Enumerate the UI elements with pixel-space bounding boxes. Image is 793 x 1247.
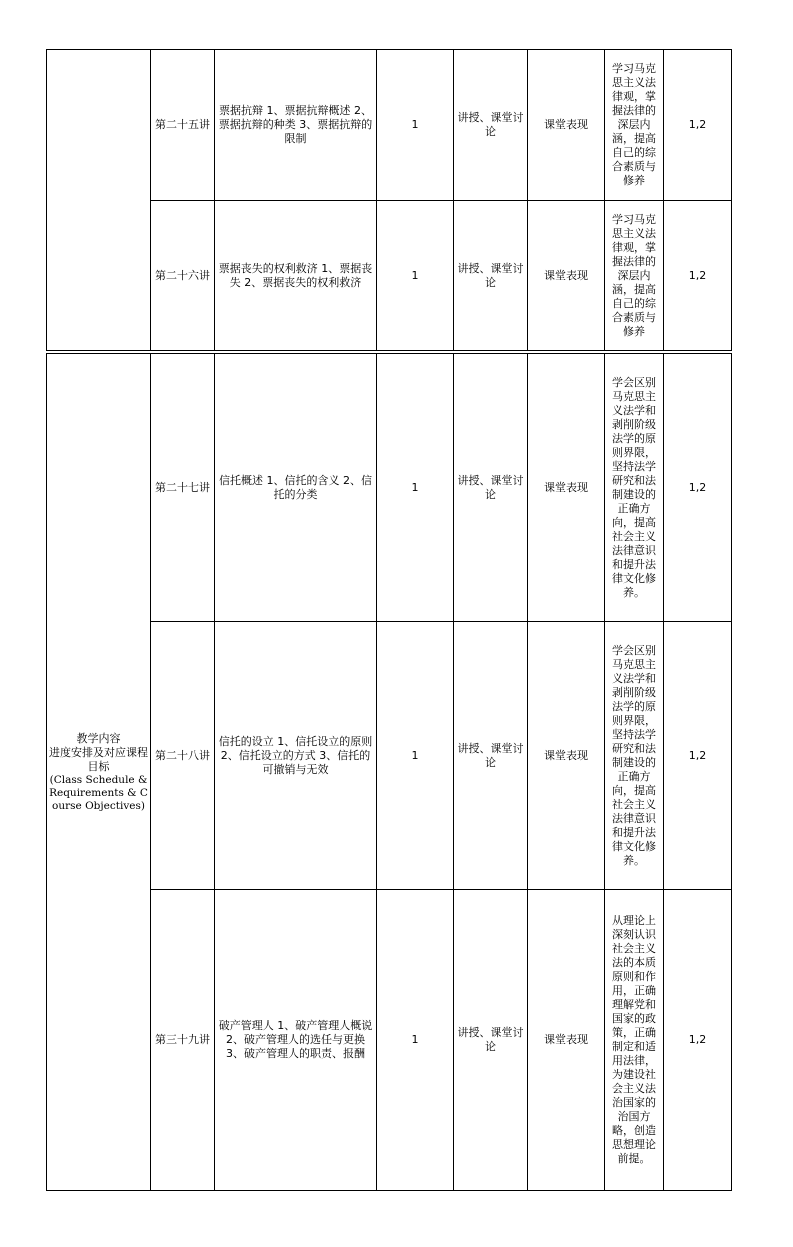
lecture-number: 第二十七讲	[151, 354, 215, 622]
lecture-number: 第二十六讲	[151, 201, 215, 351]
lecture-number: 第二十八讲	[151, 622, 215, 890]
ideology-element: 学会区别马克思主义法学和剥削阶级法学的原则界限，坚持法学研究和法制建设的正确方向，提高社会主义法律意识和提升法律文化修养。	[605, 354, 664, 622]
table-row	[47, 354, 732, 622]
lecture-content: 票据抗辩 1、票据抗辩概述 2、票据抗辩的种类 3、票据抗辩的限制	[215, 50, 377, 201]
schedule-table-top	[46, 49, 732, 351]
assessment-method: 课堂表现	[528, 622, 605, 890]
course-objectives: 1,2	[664, 354, 732, 622]
teaching-method: 讲授、课堂讨论	[454, 50, 528, 201]
schedule-table-main	[46, 353, 732, 1191]
lecture-hours: 1	[377, 890, 454, 1191]
lecture-hours: 1	[377, 622, 454, 890]
lecture-hours: 1	[377, 354, 454, 622]
teaching-method: 讲授、课堂讨论	[454, 201, 528, 351]
assessment-method: 课堂表现	[528, 50, 605, 201]
ideology-element: 学会区别马克思主义法学和剥削阶级法学的原则界限，坚持法学研究和法制建设的正确方向，提高社会主义法律意识和提升法律文化修养。	[605, 622, 664, 890]
lecture-content: 信托概述 1、信托的含义 2、信托的分类	[215, 354, 377, 622]
category-title: 教学内容	[76, 731, 121, 745]
ideology-element: 学习马克思主义法律观，掌握法律的深层内涵，提高自己的综合素质与修养	[605, 50, 664, 201]
lecture-number: 第二十五讲	[151, 50, 215, 201]
lecture-content: 信托的设立 1、信托设立的原则 2、信托设立的方式 3、信托的可撤销与无效	[215, 622, 377, 890]
teaching-method: 讲授、课堂讨论	[454, 890, 528, 1191]
lecture-content: 票据丧失的权利救济 1、票据丧失 2、票据丧失的权利救济	[215, 201, 377, 351]
course-objectives: 1,2	[664, 201, 732, 351]
category-english: (Class Schedule & Requirements & Course Objectives)	[49, 773, 148, 812]
category-subtitle-2: 目标	[87, 759, 110, 773]
category-subtitle: 进度安排及对应课程	[49, 745, 148, 759]
assessment-method: 课堂表现	[528, 354, 605, 622]
lecture-hours: 1	[377, 50, 454, 201]
assessment-method: 课堂表现	[528, 201, 605, 351]
teaching-method: 讲授、课堂讨论	[454, 354, 528, 622]
ideology-element: 学习马克思主义法律观，掌握法律的深层内涵，提高自己的综合素质与修养	[605, 201, 664, 351]
teaching-method: 讲授、课堂讨论	[454, 622, 528, 890]
course-objectives: 1,2	[664, 890, 732, 1191]
ideology-element: 从理论上深刻认识社会主义法的本质原则和作用，正确理解党和国家的政策，正确制定和适用法律，为建设社会主义法治国家的治国方略，创造思想理论前提。	[605, 890, 664, 1191]
category-cell-empty	[47, 50, 151, 351]
lecture-content: 破产管理人 1、破产管理人概说 2、破产管理人的选任与更换 3、破产管理人的职责、报酬	[215, 890, 377, 1191]
assessment-method: 课堂表现	[528, 890, 605, 1191]
lecture-number: 第三十九讲	[151, 890, 215, 1191]
course-objectives: 1,2	[664, 50, 732, 201]
table-row	[47, 50, 732, 201]
course-objectives: 1,2	[664, 622, 732, 890]
lecture-hours: 1	[377, 201, 454, 351]
category-cell	[47, 354, 151, 1191]
